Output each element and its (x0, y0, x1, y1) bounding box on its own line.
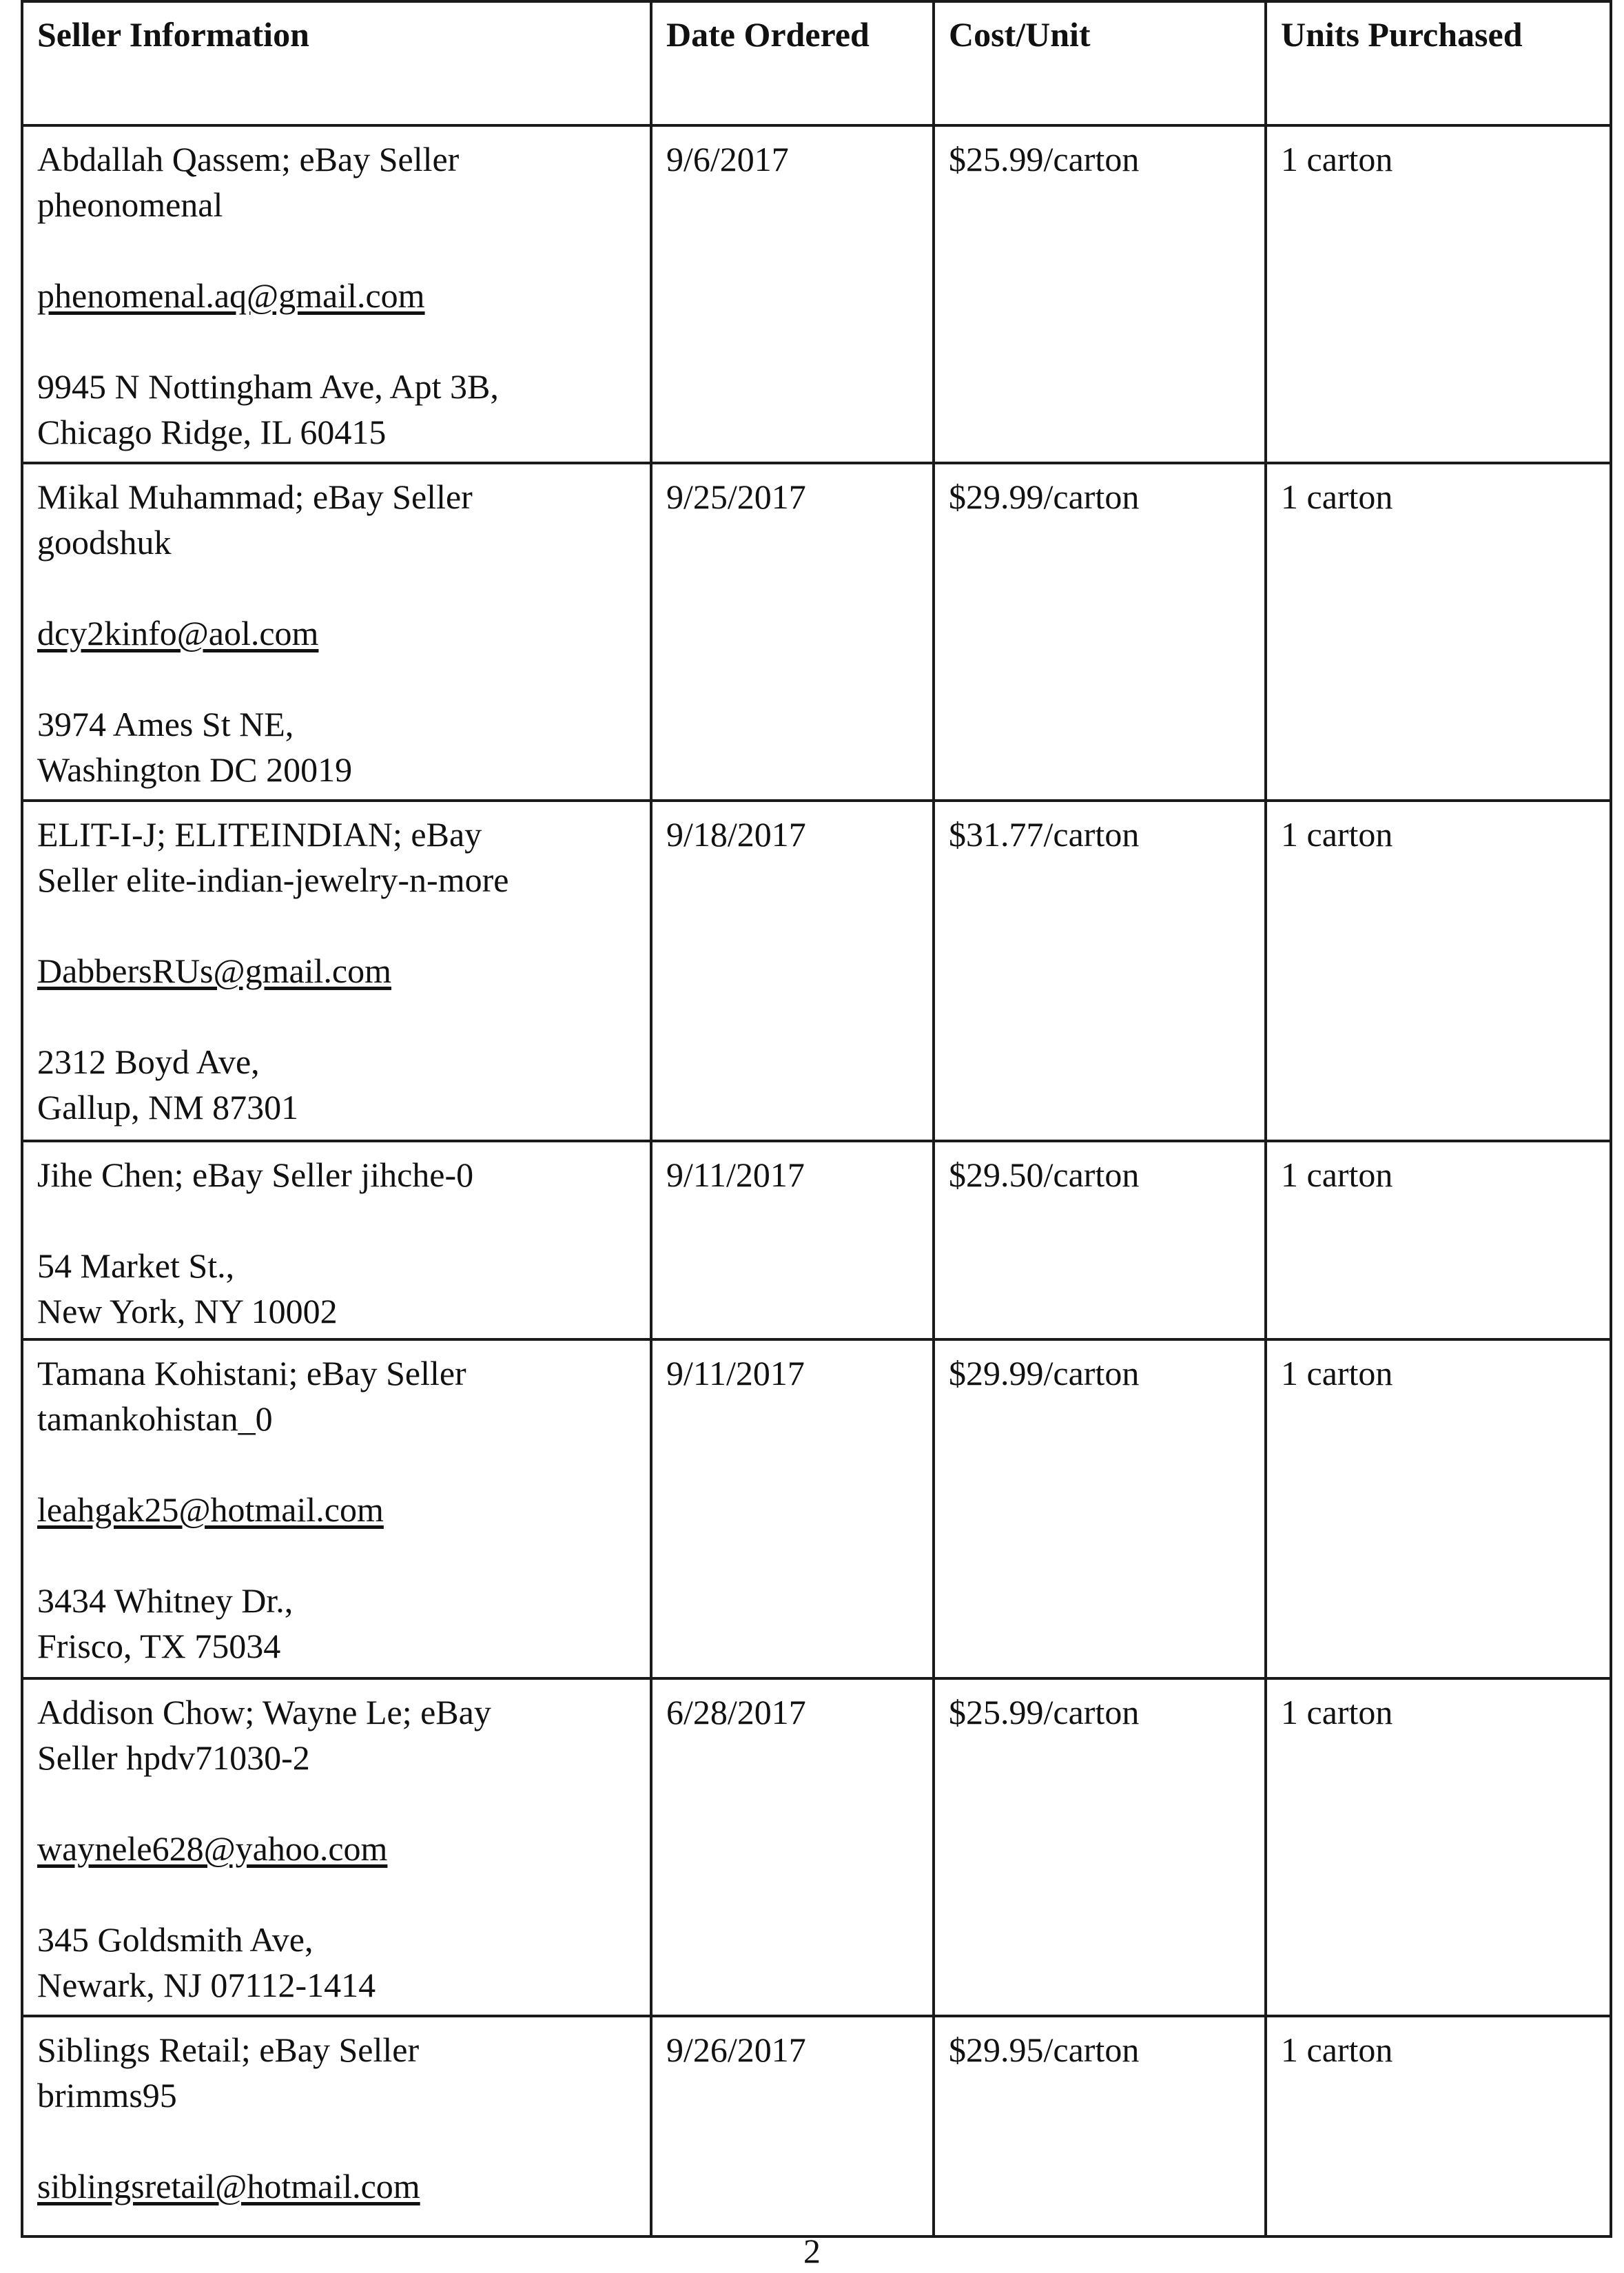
seller-email-link[interactable]: dcy2kinfo@aol.com (37, 614, 319, 652)
seller-name-line: Siblings Retail; eBay Seller (37, 2030, 420, 2069)
header-date-ordered: Date Ordered (651, 1, 934, 125)
seller-name-line: ELIT-I-J; ELITEINDIAN; eBay (37, 815, 482, 854)
table-row (22, 2016, 1611, 2236)
date-ordered-cell: 9/18/2017 (651, 801, 934, 1141)
units-purchased-cell: 1 carton (1266, 801, 1611, 1141)
seller-name-line: tamankohistan_0 (37, 1399, 273, 1438)
table-header-row (22, 1, 1611, 125)
seller-information-cell (22, 1141, 651, 1339)
seller-name-line: Mikal Muhammad; eBay Seller (37, 477, 473, 516)
seller-information-cell (22, 125, 651, 463)
units-purchased-cell: 1 carton (1266, 125, 1611, 463)
seller-name-line: brimms95 (37, 2076, 177, 2115)
table-row (22, 1678, 1611, 2016)
seller-address-line: Washington DC 20019 (37, 750, 353, 789)
seller-email-link[interactable]: phenomenal.aq@gmail.com (37, 276, 425, 315)
cost-unit-cell: $29.50/carton (934, 1141, 1266, 1339)
seller-name-line: goodshuk (37, 523, 172, 562)
table-row (22, 1339, 1611, 1678)
seller-information-cell (22, 1678, 651, 2016)
seller-name-line: pheonomenal (37, 185, 223, 224)
date-ordered-cell: 9/25/2017 (651, 463, 934, 801)
seller-address-line: Gallup, NM 87301 (37, 1088, 299, 1127)
cost-unit-cell: $25.99/carton (934, 125, 1266, 463)
header-units-purchased: Units Purchased (1266, 1, 1611, 125)
table-row (22, 125, 1611, 463)
date-ordered-cell: 9/6/2017 (651, 125, 934, 463)
table-row (22, 463, 1611, 801)
cost-unit-cell: $29.95/carton (934, 2016, 1266, 2236)
date-ordered-cell: 9/11/2017 (651, 1141, 934, 1339)
seller-information-cell (22, 801, 651, 1141)
units-purchased-cell: 1 carton (1266, 1678, 1611, 2016)
seller-address-line: 9945 N Nottingham Ave, Apt 3B, (37, 367, 499, 406)
seller-address-line: 345 Goldsmith Ave, (37, 1920, 314, 1959)
seller-email-link[interactable]: leahgak25@hotmail.com (37, 1490, 384, 1529)
header-cost-unit: Cost/Unit (934, 1, 1266, 125)
seller-address-line: 3434 Whitney Dr., (37, 1581, 294, 1620)
seller-name-line: Abdallah Qassem; eBay Seller (37, 140, 460, 178)
units-purchased-cell: 1 carton (1266, 463, 1611, 801)
page-number: 2 (803, 2232, 821, 2270)
seller-information-cell (22, 1339, 651, 1678)
header-seller-information: Seller Information (22, 1, 651, 125)
cost-unit-cell: $29.99/carton (934, 1339, 1266, 1678)
seller-name-line: Seller hpdv71030-2 (37, 1738, 310, 1777)
cost-unit-cell: $25.99/carton (934, 1678, 1266, 2016)
cost-unit-cell: $29.99/carton (934, 463, 1266, 801)
seller-address-line: 54 Market St., (37, 1246, 235, 1285)
seller-address-line: Frisco, TX 75034 (37, 1627, 281, 1665)
seller-name-line: Addison Chow; Wayne Le; eBay (37, 1693, 491, 1731)
seller-information-cell (22, 463, 651, 801)
seller-email-link[interactable]: siblingsretail@hotmail.com (37, 2167, 420, 2205)
date-ordered-cell: 6/28/2017 (651, 1678, 934, 2016)
seller-address-line: 3974 Ames St NE, (37, 705, 294, 743)
seller-email-link[interactable]: DabbersRUs@gmail.com (37, 952, 392, 990)
units-purchased-cell: 1 carton (1266, 1141, 1611, 1339)
seller-information-cell (22, 2016, 651, 2236)
seller-email-link[interactable]: waynele628@yahoo.com (37, 1829, 388, 1868)
seller-name-line: Jihe Chen; eBay Seller jihche-0 (37, 1155, 474, 1194)
date-ordered-cell: 9/26/2017 (651, 2016, 934, 2236)
seller-table (21, 0, 1612, 2238)
seller-address-line: Newark, NJ 07112-1414 (37, 1966, 376, 2004)
seller-address-line: New York, NY 10002 (37, 1292, 338, 1330)
date-ordered-cell: 9/11/2017 (651, 1339, 934, 1678)
table-row (22, 1141, 1611, 1339)
units-purchased-cell: 1 carton (1266, 1339, 1611, 1678)
seller-address-line: Chicago Ridge, IL 60415 (37, 413, 387, 451)
cost-unit-cell: $31.77/carton (934, 801, 1266, 1141)
seller-name-line: Seller elite-indian-jewelry-n-more (37, 861, 509, 899)
seller-name-line: Tamana Kohistani; eBay Seller (37, 1354, 466, 1392)
units-purchased-cell: 1 carton (1266, 2016, 1611, 2236)
seller-address-line: 2312 Boyd Ave, (37, 1042, 260, 1081)
table-row (22, 801, 1611, 1141)
